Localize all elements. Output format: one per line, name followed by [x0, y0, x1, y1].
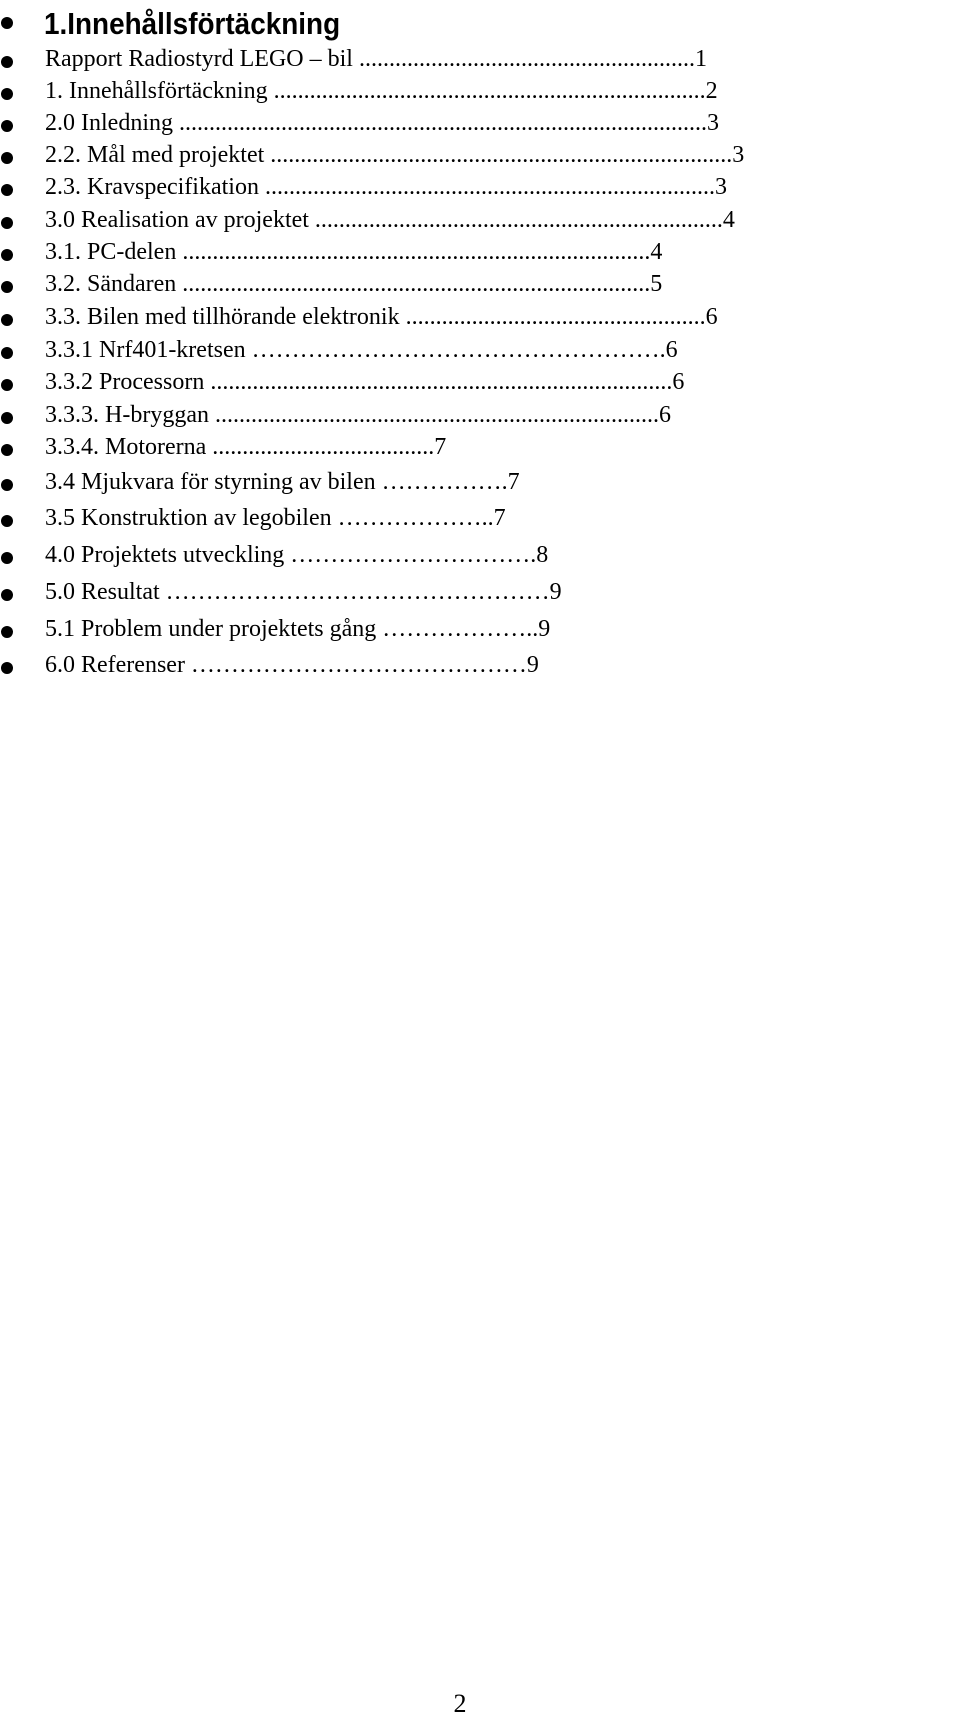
toc-entry: [0, 367, 960, 397]
bullet-icon: [1, 88, 13, 100]
toc-entry-text: Rapport Radiostyrd LEGO – bil ........................................................1: [45, 46, 707, 72]
toc-entry: [0, 467, 960, 497]
toc-entry-text: 3.4 Mjukvara för styrning av bilen …………….7: [45, 469, 520, 495]
bullet-icon: [1, 479, 13, 491]
toc-entry-text: 3.3.3. H-bryggan ..........................................................................6: [45, 402, 671, 428]
toc-entry-text: 3.1. PC-delen ..............................................................................4: [45, 239, 663, 265]
toc-entry: [0, 205, 960, 235]
page-number: 2: [453, 1689, 467, 1718]
toc-title: 1.Innehållsförtäckning: [44, 6, 341, 41]
toc-entry-text: 4.0 Projektets utveckling ………………………….8: [45, 542, 549, 568]
toc-entry: [0, 172, 960, 202]
bullet-icon: [1, 56, 13, 68]
toc-entry-text: 6.0 Referenser ……………………………………9: [45, 652, 539, 678]
bullet-icon: [1, 17, 13, 29]
toc-entry: [0, 400, 960, 430]
toc-entry: [0, 335, 960, 365]
toc-entry-text: 5.1 Problem under projektets gång ………………..9: [45, 616, 551, 642]
toc-entry-text: 3.3.1 Nrf401-kretsen …………………………………………….6: [45, 337, 678, 363]
toc-entry: [0, 503, 960, 533]
bullet-icon: [1, 626, 13, 638]
toc-entry: [0, 44, 960, 74]
toc-entry: [0, 302, 960, 332]
toc-entry-text: 3.3.2 Processorn .............................................................................6: [45, 369, 685, 395]
toc-entry: [0, 108, 960, 138]
toc-entry-text: 3.0 Realisation av projektet ....................................................................4: [45, 207, 735, 233]
bullet-icon: [1, 662, 13, 674]
bullet-icon: [1, 412, 13, 424]
toc-entry-text: 2.2. Mål med projektet .............................................................................3: [45, 142, 745, 168]
toc-entry: [0, 269, 960, 299]
toc-entry: [0, 540, 960, 570]
toc-entry-text: 5.0 Resultat …………………………………………9: [45, 579, 562, 605]
toc-entry: [0, 650, 960, 680]
toc-heading: [0, 4, 960, 44]
bullet-icon: [1, 444, 13, 456]
bullet-icon: [1, 217, 13, 229]
bullet-icon: [1, 281, 13, 293]
toc-entry-text: 3.5 Konstruktion av legobilen ………………..7: [45, 505, 506, 531]
bullet-icon: [1, 552, 13, 564]
bullet-icon: [1, 152, 13, 164]
toc-entry: [0, 140, 960, 170]
bullet-icon: [1, 589, 13, 601]
bullet-icon: [1, 515, 13, 527]
toc-entry: [0, 237, 960, 267]
bullet-icon: [1, 249, 13, 261]
bullet-icon: [1, 184, 13, 196]
bullet-icon: [1, 120, 13, 132]
toc-entry: [0, 614, 960, 644]
toc-entry: [0, 76, 960, 106]
toc-entry-text: 1. Innehållsförtäckning ........................................................................2: [45, 78, 718, 104]
bullet-icon: [1, 379, 13, 391]
toc-entry: [0, 577, 960, 607]
toc-entry-text: 2.3. Kravspecifikation ...........................................................................3: [45, 174, 727, 200]
toc-entry-text: 2.0 Inledning ........................................................................................3: [45, 110, 719, 136]
toc-entry: [0, 432, 960, 462]
bullet-icon: [1, 314, 13, 326]
toc-entry-text: 3.3.4. Motorerna .....................................7: [45, 434, 447, 460]
toc-entry-text: 3.3. Bilen med tillhörande elektronik ..................................................6: [45, 304, 718, 330]
toc-entry-text: 3.2. Sändaren ..............................................................................5: [45, 271, 663, 297]
bullet-icon: [1, 347, 13, 359]
